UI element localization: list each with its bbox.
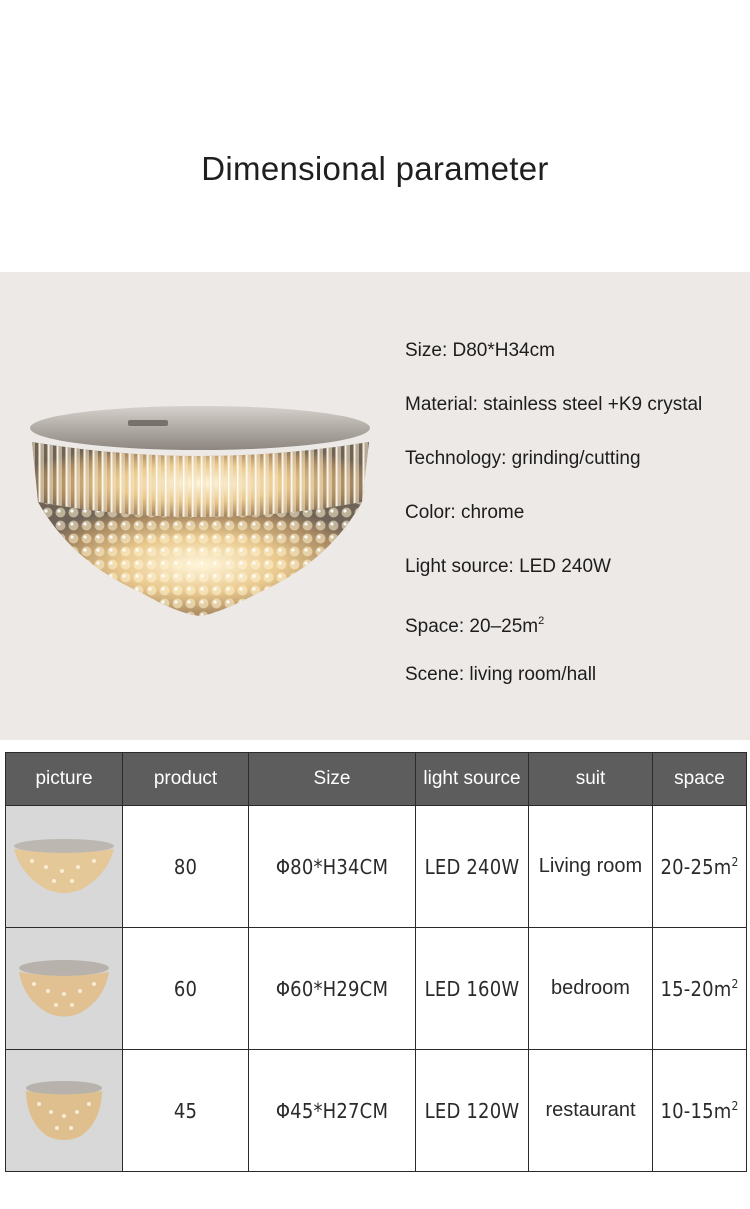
header-space: space xyxy=(653,753,747,806)
size-cell: Φ45*H27CM xyxy=(249,1050,416,1172)
picture-cell xyxy=(6,1050,123,1172)
spec-size: Size: D80*H34cm xyxy=(405,340,555,361)
light-cell: LED 160W xyxy=(416,928,529,1050)
chandelier-product-image xyxy=(28,402,373,617)
space-cell: $15-20m^2$ xyxy=(653,928,747,1050)
page-title: Dimensional parameter xyxy=(201,150,549,187)
spec-space: Space: $20-25m^2$ xyxy=(405,615,545,637)
light-cell: LED 120W xyxy=(416,1050,529,1172)
spec-panel xyxy=(0,272,750,740)
light-cell: LED 240W xyxy=(416,806,529,928)
chandelier-thumbnail-60 xyxy=(16,958,112,1020)
size-cell: Φ60*H29CM xyxy=(249,928,416,1050)
spec-light-source: Light source: LED 240W xyxy=(405,556,611,577)
spec-list xyxy=(405,338,702,716)
picture-cell xyxy=(6,928,123,1050)
spec-color: Color: chrome xyxy=(405,502,525,523)
spec-technology: Technology: grinding/cutting xyxy=(405,448,641,469)
product-cell: 45 xyxy=(123,1050,249,1172)
parameter-table xyxy=(5,752,747,1172)
space-cell: $10-15m^2$ xyxy=(653,1050,747,1172)
table-row xyxy=(6,928,747,1050)
table-row xyxy=(6,806,747,928)
space-cell: $20-25m^2$ xyxy=(653,806,747,928)
header-light-source: light source xyxy=(416,753,529,806)
table-row xyxy=(6,1050,747,1172)
suit-cell: restaurant xyxy=(529,1050,653,1172)
suit-cell: bedroom xyxy=(529,928,653,1050)
header-suit: suit xyxy=(529,753,653,806)
spec-scene: Scene: living room/hall xyxy=(405,664,597,685)
table-header-row xyxy=(6,753,747,806)
product-cell: 80 xyxy=(123,806,249,928)
suit-cell: Living room xyxy=(529,806,653,928)
spec-material: Material: stainless steel +K9 crystal xyxy=(405,394,703,415)
chandelier-thumbnail-80 xyxy=(12,837,116,897)
header-size: Size xyxy=(249,753,416,806)
header-product: product xyxy=(123,753,249,806)
chandelier-thumbnail-45 xyxy=(21,1078,107,1144)
size-cell: Φ80*H34CM xyxy=(249,806,416,928)
picture-cell xyxy=(6,806,123,928)
product-cell: 60 xyxy=(123,928,249,1050)
header-picture: picture xyxy=(6,753,123,806)
